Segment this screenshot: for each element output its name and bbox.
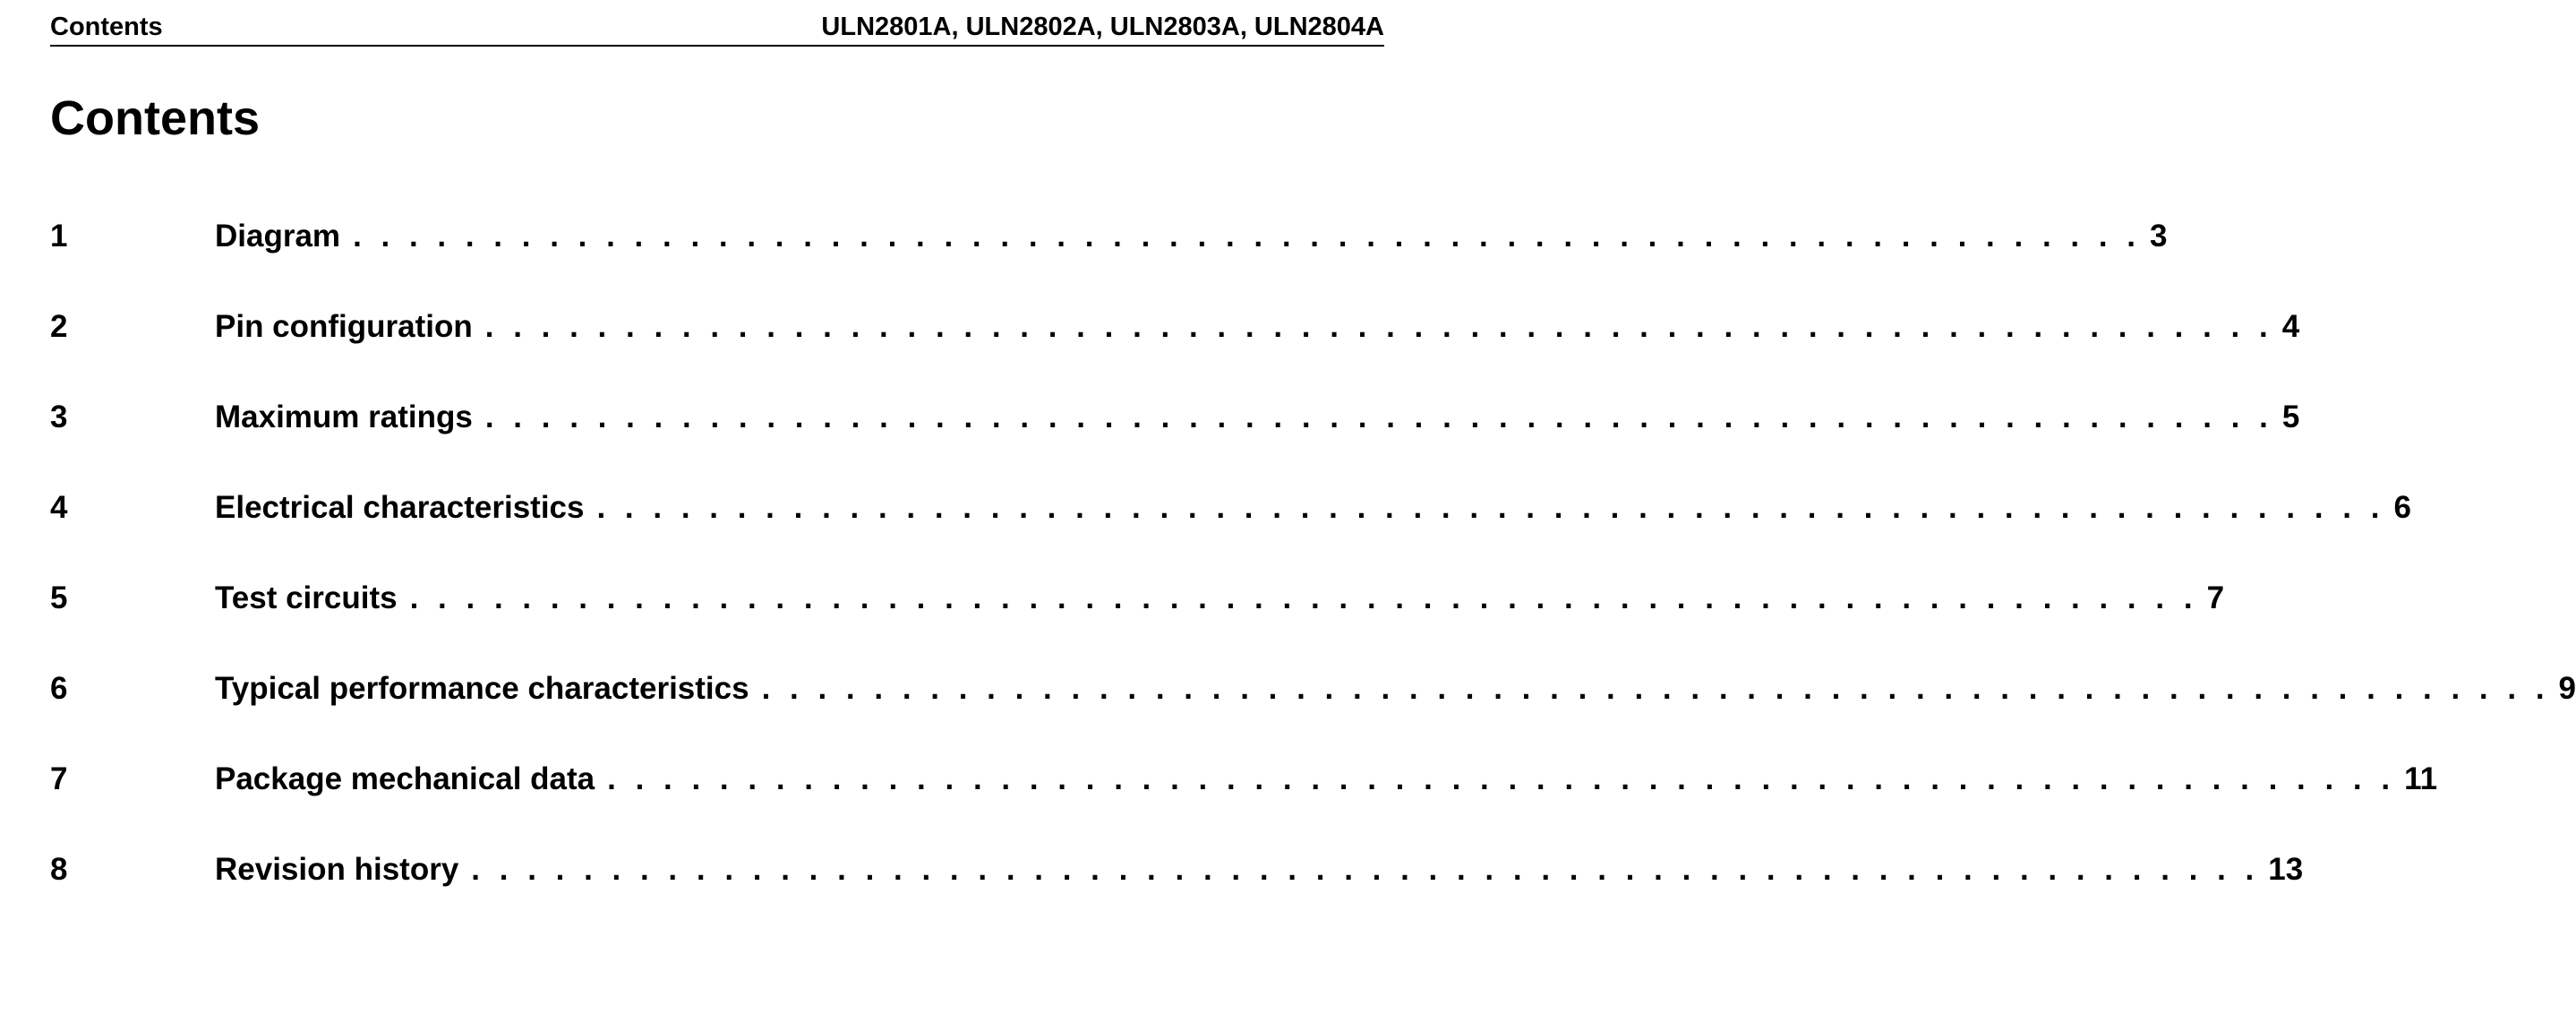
toc-entry-title[interactable]: Test circuits [215,580,398,615]
toc-dot-leader: . . . . . . . . . . . . . . . . . . . . . . . . . . . . . . . . . . . . . . . . . . . . . . . . . . . . . . . . . . . . . . . . [761,671,2550,706]
header-product-label: ULN2801A, ULN2802A, ULN2803A, ULN2804A [821,13,1384,41]
toc-entry-test-circuits[interactable] [50,580,2225,671]
toc-entry-page[interactable]: 9 [2558,671,2576,706]
toc-entry-number: 7 [50,761,68,796]
toc-entry-page[interactable]: 4 [2281,309,2300,344]
header-section-label: Contents [50,13,163,41]
toc-entry-typical-performance-characteristics[interactable] [50,671,2576,761]
toc-entry-number: 5 [50,580,68,615]
toc-entry-page[interactable]: 3 [2150,219,2168,254]
toc-entry-pin-configuration[interactable] [50,309,2300,400]
toc-entry-package-mechanical-data[interactable] [50,761,2438,852]
toc-entry-number: 4 [50,490,68,525]
toc-entry-title[interactable]: Typical performance characteristics [215,671,749,706]
toc-entry-title[interactable]: Package mechanical data [215,761,595,796]
toc-entry-page[interactable]: 6 [2393,490,2411,525]
toc-entry-revision-history[interactable] [50,852,2304,942]
toc-entry-diagram[interactable] [50,219,2168,309]
toc-entry-title[interactable]: Diagram [215,219,341,254]
toc-entry-number: 1 [50,219,68,254]
toc-dot-leader: . . . . . . . . . . . . . . . . . . . . . . . . . . . . . . . . . . . . . . . . . . . . . . . . . . . . . . . . . . . . . . . . [596,490,2385,525]
toc-dot-leader: . . . . . . . . . . . . . . . . . . . . . . . . . . . . . . . . . . . . . . . . . . . . . . . . . . . . . . . . . . . . . . . . [353,219,2142,254]
toc-entry-electrical-characteristics[interactable] [50,490,2411,580]
toc-entry-number: 8 [50,852,68,887]
page-header [50,9,1384,47]
toc-list [50,219,2576,942]
toc-entry-title[interactable]: Maximum ratings [215,400,473,434]
toc-entry-number: 6 [50,671,68,706]
page-title: Contents [50,91,260,145]
toc-dot-leader: . . . . . . . . . . . . . . . . . . . . . . . . . . . . . . . . . . . . . . . . . . . . . . . . . . . . . . . . . . . . . . . . [484,309,2273,344]
toc-entry-title[interactable]: Revision history [215,852,459,887]
toc-dot-leader: . . . . . . . . . . . . . . . . . . . . . . . . . . . . . . . . . . . . . . . . . . . . . . . . . . . . . . . . . . . . . . . . [484,400,2273,434]
toc-entry-title[interactable]: Pin configuration [215,309,473,344]
toc-dot-leader: . . . . . . . . . . . . . . . . . . . . . . . . . . . . . . . . . . . . . . . . . . . . . . . . . . . . . . . . . . . . . . . . [409,580,2198,615]
toc-dot-leader: . . . . . . . . . . . . . . . . . . . . . . . . . . . . . . . . . . . . . . . . . . . . . . . . . . . . . . . . . . . . . . . . [471,852,2260,887]
toc-entry-page[interactable]: 7 [2206,580,2225,615]
toc-entry-page[interactable]: 5 [2281,400,2300,434]
toc-entry-number: 3 [50,400,68,434]
toc-dot-leader: . . . . . . . . . . . . . . . . . . . . . . . . . . . . . . . . . . . . . . . . . . . . . . . . . . . . . . . . . . . . . . . . [607,761,2396,796]
toc-entry-title[interactable]: Electrical characteristics [215,490,585,525]
toc-entry-maximum-ratings[interactable] [50,400,2300,490]
toc-entry-number: 2 [50,309,68,344]
toc-entry-page[interactable]: 11 [2404,761,2438,796]
toc-entry-page[interactable]: 13 [2268,852,2304,887]
